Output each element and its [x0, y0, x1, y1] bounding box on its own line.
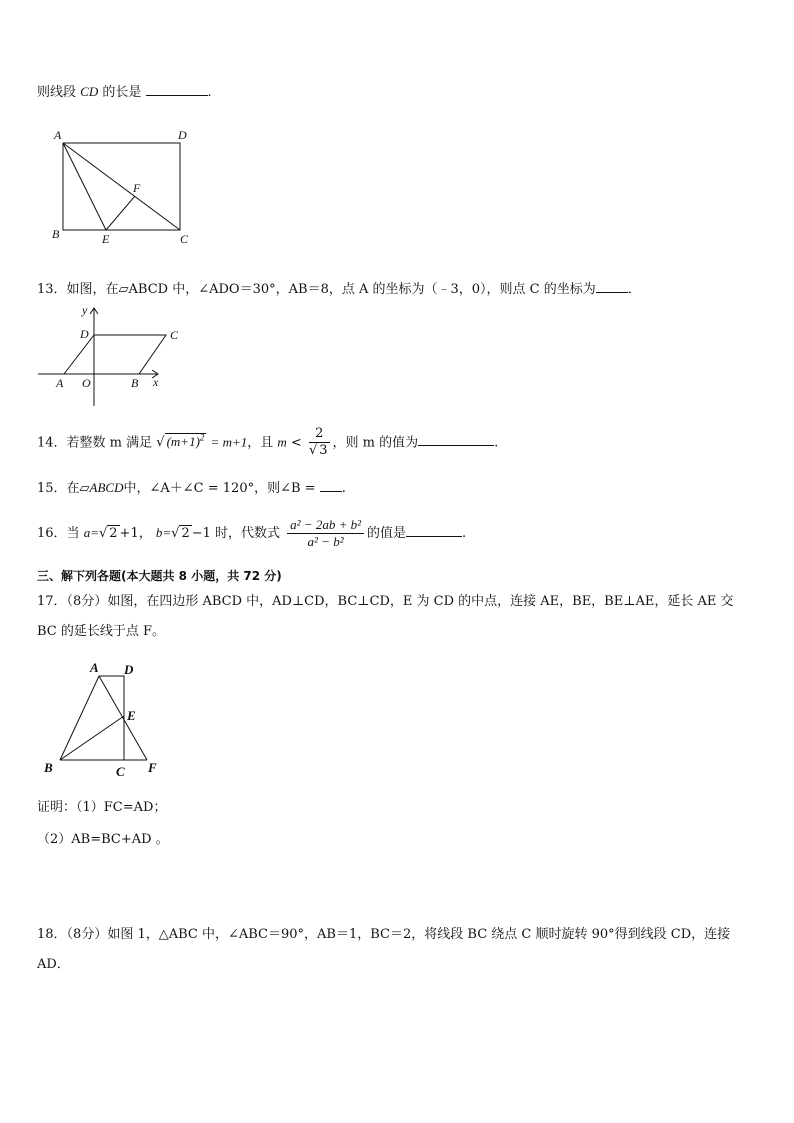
q15-line: 15．在▱ABCD中，∠A＋∠C = 120°，则∠B = .	[37, 480, 346, 496]
q13-line: 13．如图，在▱ABCD 中，∠ADO＝30°，AB＝8，点 A 的坐标为（﹣3，0），则点 C 的坐标为 ．	[37, 282, 641, 297]
segment-af	[99, 676, 147, 760]
q18-line-1: 18．（8分）如图 1，△ABC 中，∠ABC＝90°，AB＝1，BC＝2，将线段 BC 绕点 C 顺时旋转 90°得到线段 CD，连接	[37, 927, 731, 942]
label-f: F	[133, 181, 141, 195]
label-c: C	[180, 232, 189, 246]
q14-line: 14．若整数 m 满足 √ $(m+1)^2 = m+1$，且 m < $\frac{2}{√ 3}$ ，则 m 的值为 .	[37, 426, 499, 459]
quadrilateral-abcd	[60, 676, 124, 760]
label-d: D	[178, 128, 187, 142]
q16-line: 16．当 a=√ 2 +1， b=√ 2 −1 时，代数式 $\frac{\text{a² − 2ab + b²}}{\text{a² − b²}}$ 的值是 .	[37, 517, 467, 549]
label-c: C	[116, 764, 125, 779]
label-a: A	[54, 128, 62, 142]
answer-blank-15[interactable]	[320, 479, 342, 492]
section-heading: 三、解下列各题(本大题共 8 小题，共 72 分)	[37, 569, 282, 583]
segment-ae	[63, 143, 106, 230]
label-d: D	[124, 662, 134, 677]
label-x: x	[153, 375, 159, 389]
segment-ac	[63, 143, 180, 230]
q17-proof-1: 证明：（1）FC=AD；	[37, 800, 167, 815]
figure-q17	[40, 658, 170, 782]
answer-blank-13[interactable]	[596, 280, 628, 293]
q12-tail-line: 则线段 CD 的长是 .	[37, 84, 212, 100]
label-e: E	[102, 232, 110, 246]
figure-q13	[36, 302, 179, 408]
label-b: B	[131, 376, 139, 390]
label-e: E	[127, 708, 136, 723]
segment-ef	[106, 196, 135, 230]
fraction-2-over-sqrt3: $\frac{2}{√ 3}$	[308, 426, 328, 459]
q17-proof-2: （2）AB=BC+AD 。	[37, 832, 169, 847]
label-f: F	[148, 760, 157, 775]
label-c: C	[170, 328, 179, 342]
label-b: B	[44, 760, 53, 775]
answer-blank-12[interactable]	[146, 83, 208, 96]
label-d: D	[80, 327, 89, 341]
label-a: A	[56, 376, 64, 390]
label-b: B	[52, 227, 60, 241]
answer-blank-14[interactable]	[418, 433, 494, 446]
segment-be	[60, 716, 124, 760]
figure-q12	[48, 124, 198, 248]
q17-line-2: BC 的延长线于点 F。	[37, 624, 166, 639]
q17-line-1: 17．（8分）如图，在四边形 ABCD 中，AD⊥CD，BC⊥CD，E 为 CD 的中点，连接 AE，BE，BE⊥AE，延长 AE 交	[37, 594, 734, 609]
answer-blank-16[interactable]	[406, 524, 462, 537]
q18-line-2: AD．	[37, 957, 70, 972]
sqrt-expression: √ $(m+1)^2$	[156, 433, 205, 451]
label-a: A	[90, 660, 99, 675]
fraction-expression: $\frac{\text{a² − 2ab + b²}}{\text{a² − b²}}$	[287, 517, 364, 550]
label-y: y	[82, 303, 88, 317]
label-o: O	[82, 376, 91, 390]
